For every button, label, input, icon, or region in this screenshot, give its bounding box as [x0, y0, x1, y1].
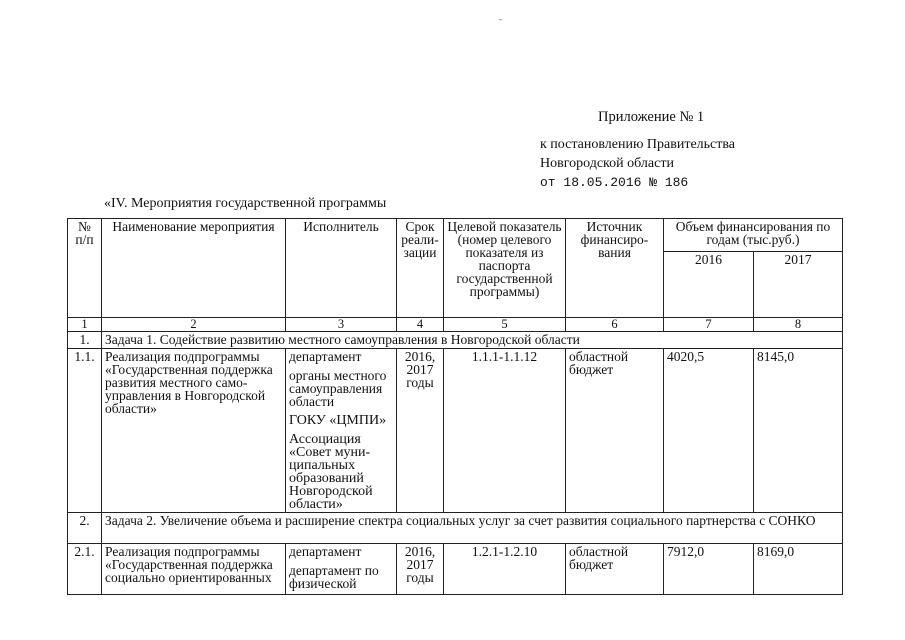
- row-target: 1.2.1-1.2.10: [444, 544, 566, 595]
- task-row: [68, 513, 843, 544]
- table-row: [68, 349, 843, 513]
- row-target: 1.1.1-1.1.12: [444, 349, 566, 513]
- appendix-header: [540, 108, 870, 192]
- header-year-2017: 2017: [754, 252, 843, 318]
- header-target: Целевой показатель (номер целевого показателя из паспорта государственной программы): [444, 219, 566, 318]
- col-number: 3: [286, 318, 397, 332]
- col-number: 2: [102, 318, 286, 332]
- row-executors: [286, 349, 397, 513]
- header-year-2016: 2016: [664, 252, 754, 318]
- header-term: Срок реали-зации: [397, 219, 444, 318]
- task-text: Задача 2. Увеличение объема и расширение спектра социальных услуг за счет развития социального партнерства с СОНКО: [102, 513, 843, 544]
- appendix-resolution: к постановлению Правительства: [540, 137, 736, 152]
- header-source: Источник финансиро-вания: [566, 219, 664, 318]
- col-number: 6: [566, 318, 664, 332]
- header-row: [68, 219, 843, 252]
- task-num: 1.: [68, 332, 102, 349]
- row-value-2017: 8145,0: [754, 349, 843, 513]
- executor-item: органы местного самоуправления области: [289, 368, 387, 409]
- appendix-date: от 18.05.2016 № 186: [540, 175, 689, 190]
- col-number: 4: [397, 318, 444, 332]
- executor-item: Ассоциация «Совет муни-ципальных образований Новгородской области»: [289, 432, 373, 512]
- header-executor: Исполнитель: [286, 219, 397, 318]
- row-executors: [286, 544, 397, 595]
- header-num: № п/п: [68, 219, 102, 318]
- task-text: Задача 1. Содействие развитию местного самоуправления в Новгородской области: [102, 332, 843, 349]
- row-name: Реализация подпрограммы «Государственная поддержка развития местного само-управления в Новгородской области»: [102, 349, 286, 513]
- header-name: Наименование мероприятия: [102, 219, 286, 318]
- row-value-2016: 4020,5: [664, 349, 754, 513]
- appendix-title: Приложение № 1: [598, 109, 705, 125]
- column-numbers-row: [68, 318, 843, 332]
- row-source: областной бюджет: [566, 349, 664, 513]
- scan-artifact: -: [499, 14, 502, 24]
- table-row: [68, 544, 843, 595]
- header-funding: Объем финансирования по годам (тыс.руб.): [664, 219, 843, 252]
- col-number: 7: [664, 318, 754, 332]
- row-term: 2016, 2017 годы: [397, 349, 444, 513]
- row-value-2016: 7912,0: [664, 544, 754, 595]
- executor-item: департамент: [289, 349, 362, 364]
- section-title: «IV. Мероприятия государственной программы: [104, 196, 387, 211]
- executor-item: департамент: [289, 544, 362, 559]
- row-source: областной бюджет: [566, 544, 664, 595]
- executor-item: департамент по физической: [289, 563, 379, 591]
- row-term: 2016, 2017 годы: [397, 544, 444, 595]
- col-number: 8: [754, 318, 843, 332]
- task-num: 2.: [68, 513, 102, 544]
- appendix-region: Новгородской области: [540, 156, 674, 171]
- col-number: 5: [444, 318, 566, 332]
- executor-item: ГОКУ «ЦМПИ»: [289, 413, 387, 428]
- row-name: Реализация подпрограммы «Государственная поддержка социально ориентированных: [102, 544, 286, 595]
- row-num: 2.1.: [68, 544, 102, 595]
- row-value-2017: 8169,0: [754, 544, 843, 595]
- task-row: [68, 332, 843, 349]
- row-num: 1.1.: [68, 349, 102, 513]
- col-number: 1: [68, 318, 102, 332]
- measures-table: [67, 218, 843, 595]
